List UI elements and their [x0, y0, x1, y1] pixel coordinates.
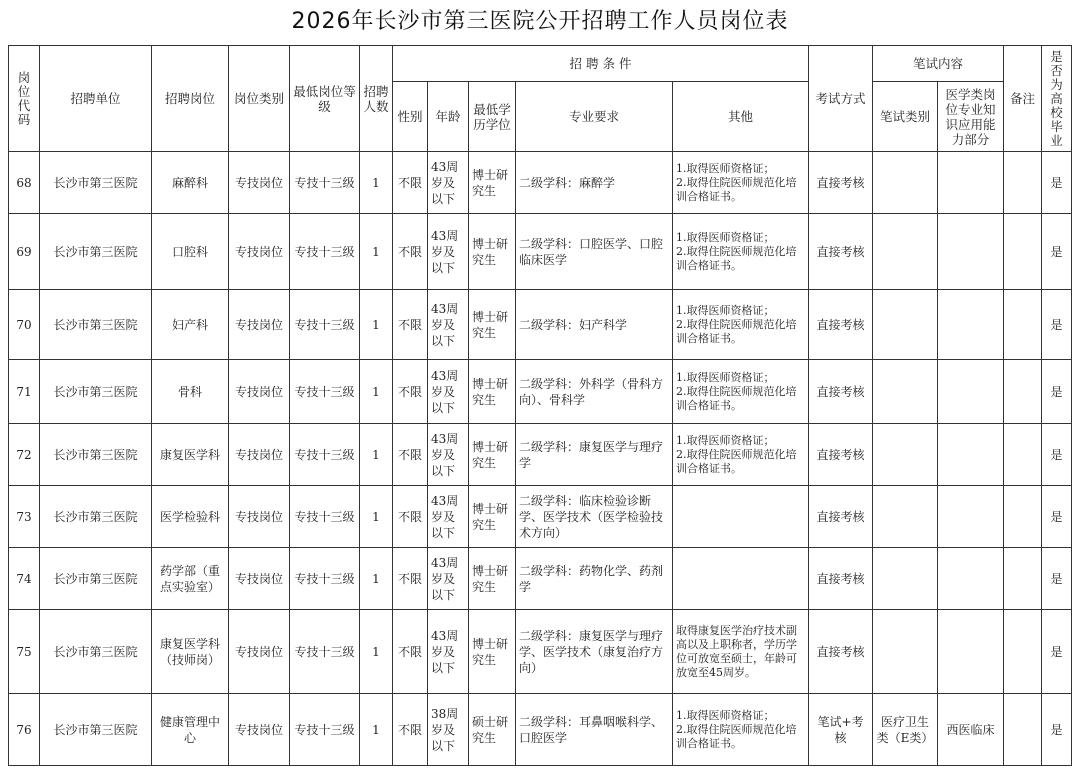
- cell-unit: 长沙市第三医院: [40, 424, 152, 486]
- table-row: [9, 214, 1072, 290]
- cell-exam: 笔试+考核: [809, 694, 873, 766]
- cell-graduate: 是: [1042, 214, 1072, 290]
- cell-age: 38周岁及以下: [428, 694, 469, 766]
- cell-level: 专技十三级: [290, 214, 360, 290]
- cell-post: 康复医学科（技师岗）: [152, 610, 229, 694]
- cell-count: 1: [360, 360, 393, 424]
- cell-age: 43周岁及以下: [428, 610, 469, 694]
- cell-education: 博士研究生: [469, 548, 516, 610]
- cell-remark: [1004, 424, 1042, 486]
- cell-count: 1: [360, 152, 393, 214]
- cell-age: 43周岁及以下: [428, 486, 469, 548]
- cell-major: 二级学科：耳鼻咽喉科学、口腔医学: [516, 694, 673, 766]
- cell-post-type: 专技岗位: [229, 610, 290, 694]
- cell-written-type: [873, 152, 938, 214]
- cell-unit: 长沙市第三医院: [40, 486, 152, 548]
- cell-remark: [1004, 548, 1042, 610]
- header-education: 最低学历学位: [469, 82, 516, 152]
- cell-post: 骨科: [152, 360, 229, 424]
- cell-education: 博士研究生: [469, 360, 516, 424]
- table-row: [9, 694, 1072, 766]
- cell-major: 二级学科：药物化学、药剂学: [516, 548, 673, 610]
- cell-written-part: 西医临床: [938, 694, 1004, 766]
- table-row: [9, 290, 1072, 360]
- cell-unit: 长沙市第三医院: [40, 548, 152, 610]
- cell-education: 博士研究生: [469, 424, 516, 486]
- cell-gender: 不限: [393, 360, 428, 424]
- cell-exam: 直接考核: [809, 548, 873, 610]
- cell-written-part: [938, 152, 1004, 214]
- cell-exam: 直接考核: [809, 486, 873, 548]
- cell-other: 1.取得医师资格证； 2.取得住院医师规范化培训合格证书。: [673, 360, 809, 424]
- cell-age: 43周岁及以下: [428, 214, 469, 290]
- cell-written-type: [873, 290, 938, 360]
- cell-exam: 直接考核: [809, 290, 873, 360]
- cell-remark: [1004, 290, 1042, 360]
- cell-count: 1: [360, 548, 393, 610]
- table-row: [9, 610, 1072, 694]
- cell-unit: 长沙市第三医院: [40, 694, 152, 766]
- cell-count: 1: [360, 610, 393, 694]
- cell-code: 68: [9, 152, 40, 214]
- table-row: [9, 424, 1072, 486]
- cell-written-type: [873, 214, 938, 290]
- cell-count: 1: [360, 214, 393, 290]
- header-age: 年龄: [428, 82, 469, 152]
- cell-level: 专技十三级: [290, 486, 360, 548]
- table-row: [9, 360, 1072, 424]
- cell-graduate: 是: [1042, 548, 1072, 610]
- cell-post-type: 专技岗位: [229, 548, 290, 610]
- cell-exam: 直接考核: [809, 610, 873, 694]
- cell-level: 专技十三级: [290, 360, 360, 424]
- cell-post: 医学检验科: [152, 486, 229, 548]
- cell-other: [673, 548, 809, 610]
- cell-major: 二级学科：临床检验诊断学、医学技术（医学检验技术方向）: [516, 486, 673, 548]
- cell-remark: [1004, 214, 1042, 290]
- cell-written-type: [873, 610, 938, 694]
- cell-age: 43周岁及以下: [428, 548, 469, 610]
- cell-written-part: [938, 610, 1004, 694]
- table-row: [9, 486, 1072, 548]
- cell-code: 71: [9, 360, 40, 424]
- cell-other: 1.取得医师资格证； 2.取得住院医师规范化培训合格证书。: [673, 152, 809, 214]
- cell-written-type: [873, 360, 938, 424]
- cell-code: 76: [9, 694, 40, 766]
- header-exam-method: 考试方式: [809, 46, 873, 152]
- cell-graduate: 是: [1042, 694, 1072, 766]
- cell-gender: 不限: [393, 610, 428, 694]
- cell-graduate: 是: [1042, 290, 1072, 360]
- cell-post-type: 专技岗位: [229, 694, 290, 766]
- cell-post: 妇产科: [152, 290, 229, 360]
- cell-post-type: 专技岗位: [229, 486, 290, 548]
- cell-other: 1.取得医师资格证； 2.取得住院医师规范化培训合格证书。: [673, 290, 809, 360]
- cell-remark: [1004, 486, 1042, 548]
- cell-level: 专技十三级: [290, 424, 360, 486]
- cell-major: 二级学科：麻醉学: [516, 152, 673, 214]
- header-written: 笔试内容: [873, 46, 1004, 82]
- cell-code: 74: [9, 548, 40, 610]
- cell-post-type: 专技岗位: [229, 424, 290, 486]
- cell-level: 专技十三级: [290, 694, 360, 766]
- cell-post-type: 专技岗位: [229, 290, 290, 360]
- cell-code: 73: [9, 486, 40, 548]
- cell-other: 取得康复医学治疗技术副高以及上职称者，学历学位可放宽至硕士，年龄可放宽至45周岁。: [673, 610, 809, 694]
- cell-count: 1: [360, 486, 393, 548]
- header-written-part: 医学类岗位专业知识应用能力部分: [938, 82, 1004, 152]
- cell-graduate: 是: [1042, 152, 1072, 214]
- header-major: 专业要求: [516, 82, 673, 152]
- cell-post-type: 专技岗位: [229, 360, 290, 424]
- header-unit: 招聘单位: [40, 46, 152, 152]
- header-other: 其他: [673, 82, 809, 152]
- cell-unit: 长沙市第三医院: [40, 290, 152, 360]
- cell-education: 博士研究生: [469, 486, 516, 548]
- cell-gender: 不限: [393, 424, 428, 486]
- cell-written-type: [873, 486, 938, 548]
- cell-written-part: [938, 486, 1004, 548]
- cell-age: 43周岁及以下: [428, 152, 469, 214]
- cell-code: 72: [9, 424, 40, 486]
- cell-post: 口腔科: [152, 214, 229, 290]
- cell-level: 专技十三级: [290, 152, 360, 214]
- cell-other: [673, 486, 809, 548]
- cell-unit: 长沙市第三医院: [40, 152, 152, 214]
- cell-written-type: [873, 424, 938, 486]
- header-post-type: 岗位类别: [229, 46, 290, 152]
- cell-major: 二级学科：康复医学与理疗学: [516, 424, 673, 486]
- cell-graduate: 是: [1042, 610, 1072, 694]
- cell-age: 43周岁及以下: [428, 360, 469, 424]
- cell-written-type: [873, 548, 938, 610]
- header-code: 岗位代码: [9, 46, 40, 152]
- cell-other: 1.取得医师资格证； 2.取得住院医师规范化培训合格证书。: [673, 694, 809, 766]
- cell-remark: [1004, 694, 1042, 766]
- cell-exam: 直接考核: [809, 214, 873, 290]
- cell-code: 70: [9, 290, 40, 360]
- cell-age: 43周岁及以下: [428, 290, 469, 360]
- cell-code: 69: [9, 214, 40, 290]
- header-remark: 备注: [1004, 46, 1042, 152]
- cell-remark: [1004, 610, 1042, 694]
- cell-gender: 不限: [393, 548, 428, 610]
- cell-education: 博士研究生: [469, 152, 516, 214]
- cell-code: 75: [9, 610, 40, 694]
- cell-education: 博士研究生: [469, 610, 516, 694]
- table-row: [9, 548, 1072, 610]
- cell-unit: 长沙市第三医院: [40, 214, 152, 290]
- cell-other: 1.取得医师资格证； 2.取得住院医师规范化培训合格证书。: [673, 424, 809, 486]
- cell-gender: 不限: [393, 152, 428, 214]
- cell-exam: 直接考核: [809, 360, 873, 424]
- cell-education: 硕士研究生: [469, 694, 516, 766]
- cell-age: 43周岁及以下: [428, 424, 469, 486]
- cell-count: 1: [360, 694, 393, 766]
- cell-gender: 不限: [393, 486, 428, 548]
- cell-written-part: [938, 290, 1004, 360]
- cell-level: 专技十三级: [290, 290, 360, 360]
- cell-level: 专技十三级: [290, 548, 360, 610]
- cell-post: 麻醉科: [152, 152, 229, 214]
- cell-count: 1: [360, 290, 393, 360]
- cell-gender: 不限: [393, 214, 428, 290]
- cell-major: 二级学科：外科学（骨科方向）、骨科学: [516, 360, 673, 424]
- cell-post: 健康管理中心: [152, 694, 229, 766]
- header-count: 招聘人数: [360, 46, 393, 152]
- cell-unit: 长沙市第三医院: [40, 610, 152, 694]
- cell-remark: [1004, 152, 1042, 214]
- cell-post: 药学部（重点实验室）: [152, 548, 229, 610]
- cell-graduate: 是: [1042, 360, 1072, 424]
- cell-written-part: [938, 548, 1004, 610]
- page-title: 2026年长沙市第三医院公开招聘工作人员岗位表: [291, 9, 789, 34]
- cell-graduate: 是: [1042, 486, 1072, 548]
- cell-major: 二级学科：口腔医学、口腔临床医学: [516, 214, 673, 290]
- table-body: [9, 152, 1072, 766]
- table-row: [9, 152, 1072, 214]
- header-graduate: 是否为高校毕业: [1042, 46, 1072, 152]
- cell-graduate: 是: [1042, 424, 1072, 486]
- cell-written-type: 医疗卫生类（E类）: [873, 694, 938, 766]
- cell-post: 康复医学科: [152, 424, 229, 486]
- cell-gender: 不限: [393, 290, 428, 360]
- cell-gender: 不限: [393, 694, 428, 766]
- header-post: 招聘岗位: [152, 46, 229, 152]
- cell-other: 1.取得医师资格证； 2.取得住院医师规范化培训合格证书。: [673, 214, 809, 290]
- header-conditions: 招 聘 条 件: [393, 46, 809, 82]
- cell-level: 专技十三级: [290, 610, 360, 694]
- cell-exam: 直接考核: [809, 152, 873, 214]
- cell-count: 1: [360, 424, 393, 486]
- cell-post-type: 专技岗位: [229, 152, 290, 214]
- recruitment-table: [8, 45, 1072, 766]
- cell-education: 博士研究生: [469, 290, 516, 360]
- cell-education: 博士研究生: [469, 214, 516, 290]
- cell-written-part: [938, 424, 1004, 486]
- header-gender: 性别: [393, 82, 428, 152]
- cell-post-type: 专技岗位: [229, 214, 290, 290]
- cell-major: 二级学科：妇产科学: [516, 290, 673, 360]
- cell-remark: [1004, 360, 1042, 424]
- cell-unit: 长沙市第三医院: [40, 360, 152, 424]
- cell-written-part: [938, 214, 1004, 290]
- header-row-1: [9, 46, 1072, 82]
- cell-written-part: [938, 360, 1004, 424]
- cell-exam: 直接考核: [809, 424, 873, 486]
- cell-major: 二级学科：康复医学与理疗学、医学技术（康复治疗方向）: [516, 610, 673, 694]
- header-written-type: 笔试类别: [873, 82, 938, 152]
- header-min-level: 最低岗位等级: [290, 46, 360, 152]
